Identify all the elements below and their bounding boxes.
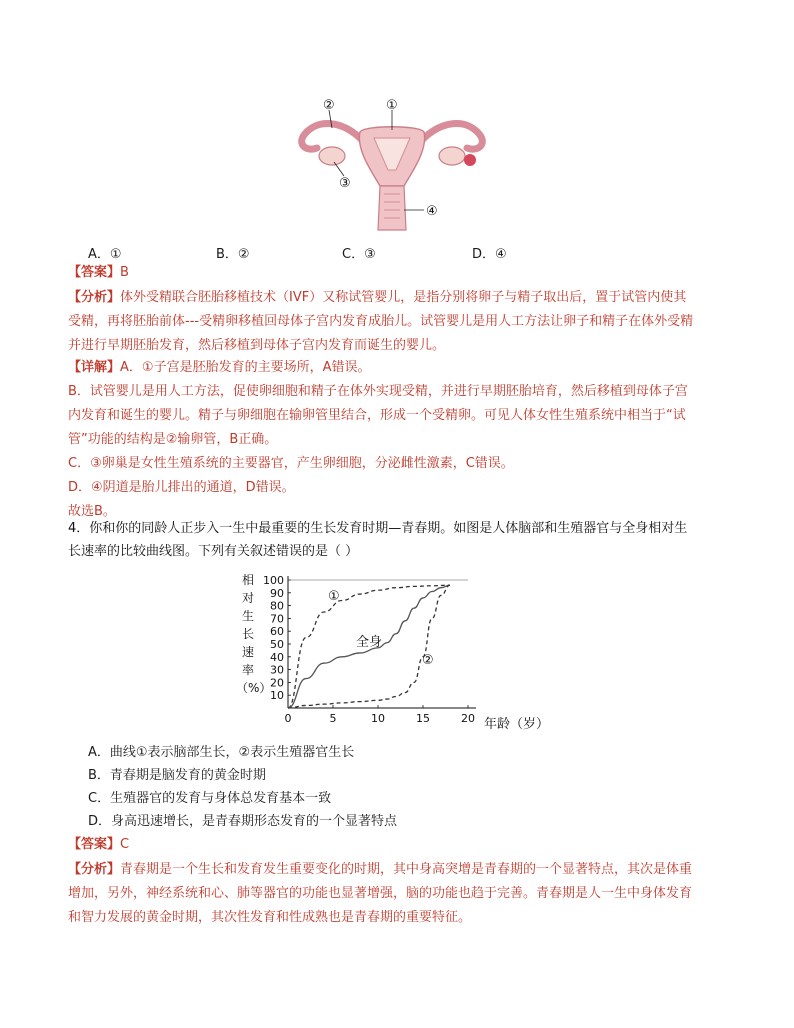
y-tick-label: 100 [263, 574, 284, 587]
q4-analysis [68, 858, 728, 930]
y-label-char: 对 [242, 591, 255, 605]
label-3: ③ [339, 176, 351, 191]
x-tick-label: 20 [461, 712, 475, 725]
detail-line: D．④阴道是胎儿排出的通道，D错误。 [68, 480, 295, 495]
analysis-tag: 【分析】 [68, 290, 121, 305]
series-label-2: ② [422, 653, 434, 668]
x-tick-label: 10 [371, 712, 385, 725]
y-label-char: （%） [236, 681, 272, 695]
y-tick-label: 90 [270, 586, 284, 600]
series-label-1: ① [328, 589, 340, 604]
q3-detail [68, 356, 728, 524]
analysis-tag: 【分析】 [68, 862, 121, 877]
detail-line: 管”功能的结构是②输卵管，B正确。 [68, 432, 278, 447]
y-tick-label: 70 [270, 612, 284, 626]
q3-analysis [68, 286, 728, 358]
detail-line: B．试管婴儿是用人工方法，促使卵细胞和精子在体外实现受精，并进行早期胚胎培育，然后移植到母体子宫 [68, 384, 688, 399]
option-a: A．① [88, 247, 122, 262]
analysis-line: 体外受精联合胚胎移植技术（IVF）又称试管婴儿，是指分别将卵子与精子取出后，置于试管内使其 [120, 290, 687, 305]
q3-answer [68, 262, 728, 284]
reproductive-system-figure [292, 90, 492, 235]
y-label-char: 相 [242, 573, 255, 587]
y-tick-label: 80 [270, 599, 284, 613]
option-d: D．④ [472, 247, 507, 262]
series-label-whole-body: 全身 [356, 635, 383, 650]
y-tick-label: 20 [270, 676, 284, 690]
q4-option-d: D．身高迅速增长，是青春期形态发育的一个显著特点 [88, 814, 398, 829]
q4-option-a: A．曲线①表示脑部生长，②表示生殖器官生长 [88, 745, 355, 760]
q4-option-c: C．生殖器官的发育与身体总发育基本一致 [88, 791, 332, 806]
option-b: B．② [216, 247, 250, 262]
label-1: ① [386, 98, 398, 113]
q4-option-b: B．青春期是脑发育的黄金时期 [88, 768, 266, 783]
q4-stem-line: 4．你和你的同龄人正步入一生中最重要的生长发育时期—青春期。如图是人体脑部和生殖器官与全身相对生 [68, 521, 688, 536]
y-tick-label: 40 [270, 650, 284, 664]
x-axis-label: 年龄（岁） [484, 717, 550, 732]
detail-tag: 【详解】 [68, 360, 121, 375]
answer-value: C [120, 837, 130, 852]
analysis-line: 并进行早期胚胎发育，然后移植到母体子宫内发育而诞生的婴儿。 [68, 338, 446, 353]
q3-options [88, 243, 708, 263]
detail-line: C．③卵巢是女性生殖系统的主要器官，产生卵细胞，分泌雌性激素，C错误。 [68, 456, 514, 471]
x-tick-label: 0 [284, 712, 292, 725]
analysis-line: 青春期是一个生长和发育发生重要变化的时期，其中身高突增是青春期的一个显著特点，其次是体重 [120, 862, 693, 877]
y-label-char: 生 [242, 609, 255, 623]
y-tick-label: 30 [270, 663, 284, 677]
y-tick-label: 50 [270, 638, 284, 651]
growth-rate-chart [236, 568, 576, 738]
label-2: ② [323, 98, 335, 113]
option-c: C．③ [342, 247, 376, 262]
y-tick-label: 60 [270, 625, 284, 639]
q4-answer [68, 834, 728, 856]
detail-line: A．①子宫是胚胎发育的主要场所，A错误。 [120, 360, 371, 375]
analysis-line: 受精，再将胚胎前体---受精卵移植回母体子宫内发育成胎儿。试管婴儿是用人工方法让卵子和精子在体外受精 [68, 314, 694, 329]
detail-line: 故选B。 [68, 504, 116, 519]
y-axis-label [236, 572, 271, 695]
y-label-char: 速 [242, 645, 255, 659]
analysis-line: 增加，另外，神经系统和心、肺等器官的功能也显著增强，脑的功能也趋于完善。青春期是人一生中身体发育 [68, 886, 693, 901]
detail-line: 内发育和诞生的婴儿。精子与卵细胞在输卵管里结合，形成一个受精卵。可见人体女性生殖系统中相当于“试 [68, 408, 686, 423]
analysis-line: 和智力发展的黄金时期，其次性发育和性成熟也是青春期的重要特征。 [68, 910, 472, 925]
answer-tag: 【答案】 [68, 265, 121, 280]
y-label-char: 长 [242, 627, 255, 641]
x-tick-label: 15 [416, 712, 430, 725]
answer-tag: 【答案】 [68, 837, 121, 852]
label-4: ④ [426, 204, 438, 219]
answer-value: B [120, 265, 129, 280]
x-tick-label: 5 [329, 712, 337, 725]
q4-stem-line: 长速率的比较曲线图。下列有关叙述错误的是（ ） [68, 544, 359, 559]
y-label-char: 率 [242, 663, 255, 677]
y-tick-label: 10 [270, 689, 284, 703]
